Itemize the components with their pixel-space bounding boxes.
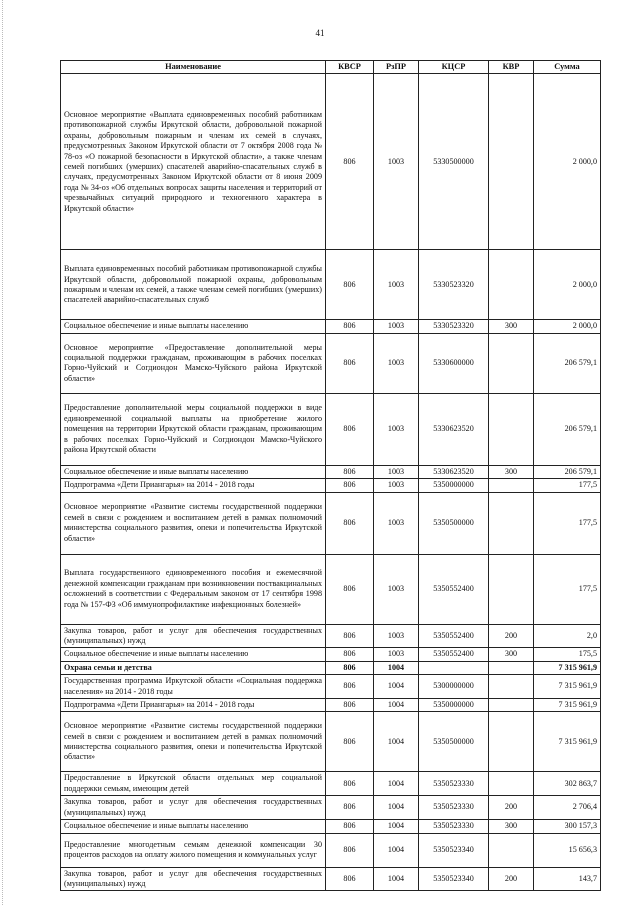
cell-sum: 7 315 961,9: [534, 712, 601, 772]
cell-kvr: 300: [489, 320, 534, 333]
cell-kvr: [489, 250, 534, 320]
cell-name: Социальное обеспечение и иные выплаты населению: [61, 648, 326, 661]
cell-rzpr: 1004: [374, 796, 419, 820]
cell-sum: 206 579,1: [534, 333, 601, 393]
cell-kvr: [489, 699, 534, 712]
cell-sum: 2 000,0: [534, 250, 601, 320]
cell-kvr: [489, 479, 534, 492]
cell-rzpr: 1004: [374, 772, 419, 796]
cell-rzpr: 1003: [374, 465, 419, 478]
cell-rzpr: 1003: [374, 320, 419, 333]
cell-kvsr: 806: [326, 648, 374, 661]
cell-kvr: [489, 393, 534, 465]
page-number: 41: [315, 28, 325, 38]
cell-kcsr: 5350552400: [419, 624, 489, 648]
cell-name: Предоставление в Иркутской области отдельных мер социальной поддержки семьям, имеющим детей: [61, 772, 326, 796]
cell-name: Социальное обеспечение и иные выплаты населению: [61, 465, 326, 478]
cell-kvsr: 806: [326, 479, 374, 492]
cell-kcsr: 5350500000: [419, 492, 489, 554]
scan-edge: [2, 0, 7, 905]
cell-rzpr: 1003: [374, 624, 419, 648]
table-row: [61, 74, 601, 250]
cell-kcsr: 5350523330: [419, 820, 489, 833]
column-header-sum: Сумма: [534, 61, 601, 74]
cell-rzpr: 1004: [374, 833, 419, 867]
cell-sum: 2 000,0: [534, 320, 601, 333]
cell-kvr: [489, 333, 534, 393]
cell-kvsr: 806: [326, 712, 374, 772]
cell-name: Закупка товаров, работ и услуг для обеспечения государственных (муниципальных) нужд: [61, 867, 326, 891]
column-header-kcsr: КЦСР: [419, 61, 489, 74]
cell-kcsr: 5350523340: [419, 867, 489, 891]
cell-name: Выплата государственного единовременного пособия и ежемесячной денежной компенсации гражданам при возникновении поствакцинальных осложнений в соответствии с Федеральным законом от 17 сентября 1998 года № 157-ФЗ «Об иммунопрофилактике инфекционных болезней»: [61, 554, 326, 624]
table-row: [61, 554, 601, 624]
table-row: [61, 661, 601, 674]
table-row: [61, 833, 601, 867]
cell-kvsr: 806: [326, 465, 374, 478]
cell-sum: 2,0: [534, 624, 601, 648]
cell-kvsr: 806: [326, 833, 374, 867]
cell-kvr: 200: [489, 796, 534, 820]
table-row: [61, 648, 601, 661]
cell-kvr: 300: [489, 465, 534, 478]
cell-kvsr: 806: [326, 74, 374, 250]
cell-name: Предоставление многодетным семьям денежной компенсации 30 процентов расходов на оплату жилого помещения и коммунальных услуг: [61, 833, 326, 867]
cell-kcsr: 5350552400: [419, 648, 489, 661]
cell-name: Охрана семьи и детства: [61, 661, 326, 674]
cell-kvr: [489, 712, 534, 772]
cell-kcsr: 5330523320: [419, 320, 489, 333]
cell-rzpr: 1004: [374, 867, 419, 891]
cell-sum: 206 579,1: [534, 393, 601, 465]
cell-kvsr: 806: [326, 772, 374, 796]
cell-rzpr: 1003: [374, 492, 419, 554]
cell-sum: 300 157,3: [534, 820, 601, 833]
cell-name: Закупка товаров, работ и услуг для обеспечения государственных (муниципальных) нужд: [61, 624, 326, 648]
cell-kvsr: 806: [326, 661, 374, 674]
table-row: [61, 465, 601, 478]
cell-name: Социальное обеспечение и иные выплаты населению: [61, 320, 326, 333]
budget-table: [60, 60, 601, 891]
table-row: [61, 796, 601, 820]
table-row: [61, 393, 601, 465]
cell-rzpr: 1003: [374, 648, 419, 661]
cell-kvr: 200: [489, 867, 534, 891]
cell-kvsr: 806: [326, 492, 374, 554]
cell-sum: 177,5: [534, 479, 601, 492]
cell-kcsr: 5330500000: [419, 74, 489, 250]
cell-kcsr: 5330623520: [419, 393, 489, 465]
cell-rzpr: 1004: [374, 712, 419, 772]
cell-rzpr: 1004: [374, 661, 419, 674]
cell-kvsr: 806: [326, 675, 374, 699]
cell-kvsr: 806: [326, 624, 374, 648]
cell-sum: 7 315 961,9: [534, 661, 601, 674]
table-row: [61, 624, 601, 648]
cell-sum: 2 000,0: [534, 74, 601, 250]
cell-sum: 7 315 961,9: [534, 675, 601, 699]
table-row: [61, 320, 601, 333]
cell-name: Основное мероприятие «Предоставление дополнительной меры социальной поддержки гражданам, проживающим в рабочих поселках Горно-Чуйский и Согдиондон Мамско-Чуйского района Иркутской области»: [61, 333, 326, 393]
cell-kvsr: 806: [326, 699, 374, 712]
cell-rzpr: 1003: [374, 554, 419, 624]
cell-rzpr: 1003: [374, 479, 419, 492]
table-row: [61, 820, 601, 833]
cell-kvr: 200: [489, 624, 534, 648]
cell-kcsr: 5350500000: [419, 712, 489, 772]
cell-kvr: [489, 74, 534, 250]
table-header: [61, 61, 601, 74]
cell-kcsr: 5350000000: [419, 699, 489, 712]
cell-rzpr: 1003: [374, 393, 419, 465]
cell-kcsr: 5350523330: [419, 796, 489, 820]
cell-rzpr: 1003: [374, 333, 419, 393]
cell-kcsr: 5330600000: [419, 333, 489, 393]
cell-sum: 177,5: [534, 492, 601, 554]
cell-kvsr: 806: [326, 554, 374, 624]
cell-kvr: [489, 772, 534, 796]
cell-rzpr: 1003: [374, 250, 419, 320]
cell-name: Выплата единовременных пособий работникам противопожарной службы Иркутской области, добровольной пожарной охраны, добровольным пожарным и членам их семей, а также членам семей погибших (умерших) спасателей аварийно-спасательных служб: [61, 250, 326, 320]
cell-kvsr: 806: [326, 333, 374, 393]
cell-sum: 143,7: [534, 867, 601, 891]
cell-sum: 7 315 961,9: [534, 699, 601, 712]
cell-kcsr: 5350523330: [419, 772, 489, 796]
column-header-name: Наименование: [61, 61, 326, 74]
cell-kvsr: 806: [326, 320, 374, 333]
cell-name: Подпрограмма «Дети Приангарья» на 2014 - 2018 годы: [61, 479, 326, 492]
cell-kvsr: 806: [326, 250, 374, 320]
column-header-kvr: КВР: [489, 61, 534, 74]
cell-kcsr: 5350552400: [419, 554, 489, 624]
table-row: [61, 867, 601, 891]
cell-kvr: 300: [489, 648, 534, 661]
cell-kvr: [489, 492, 534, 554]
table-row: [61, 699, 601, 712]
cell-name: Государственная программа Иркутской области «Социальная поддержка населения» на 2014 - 2018 годы: [61, 675, 326, 699]
cell-name: Предоставление дополнительной меры социальной поддержки в виде единовременной социальной выплаты на приобретение жилого помещения на территории Иркутской области гражданам, проживающим в рабочих поселках Горно-Чуйский и Согдиондон Мамско-Чуйского района Иркутской области: [61, 393, 326, 465]
cell-kvsr: 806: [326, 867, 374, 891]
table-row: [61, 492, 601, 554]
cell-name: Основное мероприятие «Развитие системы государственной поддержки семей в связи с рождением и воспитанием детей в рамках полномочий министерства социального развития, опеки и попечительства Иркутской области»: [61, 712, 326, 772]
table-row: [61, 675, 601, 699]
cell-name: Подпрограмма «Дети Приангарья» на 2014 - 2018 годы: [61, 699, 326, 712]
cell-kvr: [489, 661, 534, 674]
cell-kvr: [489, 833, 534, 867]
table-row: [61, 479, 601, 492]
cell-rzpr: 1004: [374, 820, 419, 833]
cell-kvsr: 806: [326, 393, 374, 465]
cell-kcsr: 5350000000: [419, 479, 489, 492]
table-row: [61, 772, 601, 796]
cell-name: Основное мероприятие «Развитие системы государственной поддержки семей в связи с рождением и воспитанием детей в рамках полномочий министерства социального развития, опеки и попечительства Иркутской области»: [61, 492, 326, 554]
cell-sum: 302 863,7: [534, 772, 601, 796]
cell-kvr: 300: [489, 820, 534, 833]
cell-sum: 177,5: [534, 554, 601, 624]
table-body: [61, 74, 601, 891]
cell-sum: 206 579,1: [534, 465, 601, 478]
cell-kcsr: 5350523340: [419, 833, 489, 867]
cell-name: Закупка товаров, работ и услуг для обеспечения государственных (муниципальных) нужд: [61, 796, 326, 820]
cell-kcsr: [419, 661, 489, 674]
cell-kcsr: 5330523320: [419, 250, 489, 320]
cell-kcsr: 5330623520: [419, 465, 489, 478]
cell-sum: 175,5: [534, 648, 601, 661]
cell-kcsr: 5300000000: [419, 675, 489, 699]
cell-name: Социальное обеспечение и иные выплаты населению: [61, 820, 326, 833]
cell-kvsr: 806: [326, 796, 374, 820]
cell-rzpr: 1004: [374, 699, 419, 712]
column-header-rzpr: РзПР: [374, 61, 419, 74]
table-row: [61, 333, 601, 393]
cell-kvsr: 806: [326, 820, 374, 833]
table-row: [61, 250, 601, 320]
table-row: [61, 712, 601, 772]
column-header-kvsr: КВСР: [326, 61, 374, 74]
cell-kvr: [489, 675, 534, 699]
cell-kvr: [489, 554, 534, 624]
cell-rzpr: 1004: [374, 675, 419, 699]
cell-name: Основное мероприятие «Выплата единовременных пособий работникам противопожарной службы Иркутской области, добровольной пожарной охраны, добровольным пожарным и членам их семей в случаях, предусмотренных Законом Иркутской области от 7 октября 2008 года № 78-оз «О пожарной безопасности в Иркутской области», а также членам семей погибших (умерших) спасателей аварийно-спасательных служб в случаях, предусмотренных Законом Иркутской области от 8 июня 2009 года № 34-оз «Об отдельных вопросах защиты населения и территорий от чрезвычайных ситуаций природного и техногенного характера в Иркутской области»: [61, 74, 326, 250]
cell-sum: 2 706,4: [534, 796, 601, 820]
cell-rzpr: 1003: [374, 74, 419, 250]
cell-sum: 15 656,3: [534, 833, 601, 867]
